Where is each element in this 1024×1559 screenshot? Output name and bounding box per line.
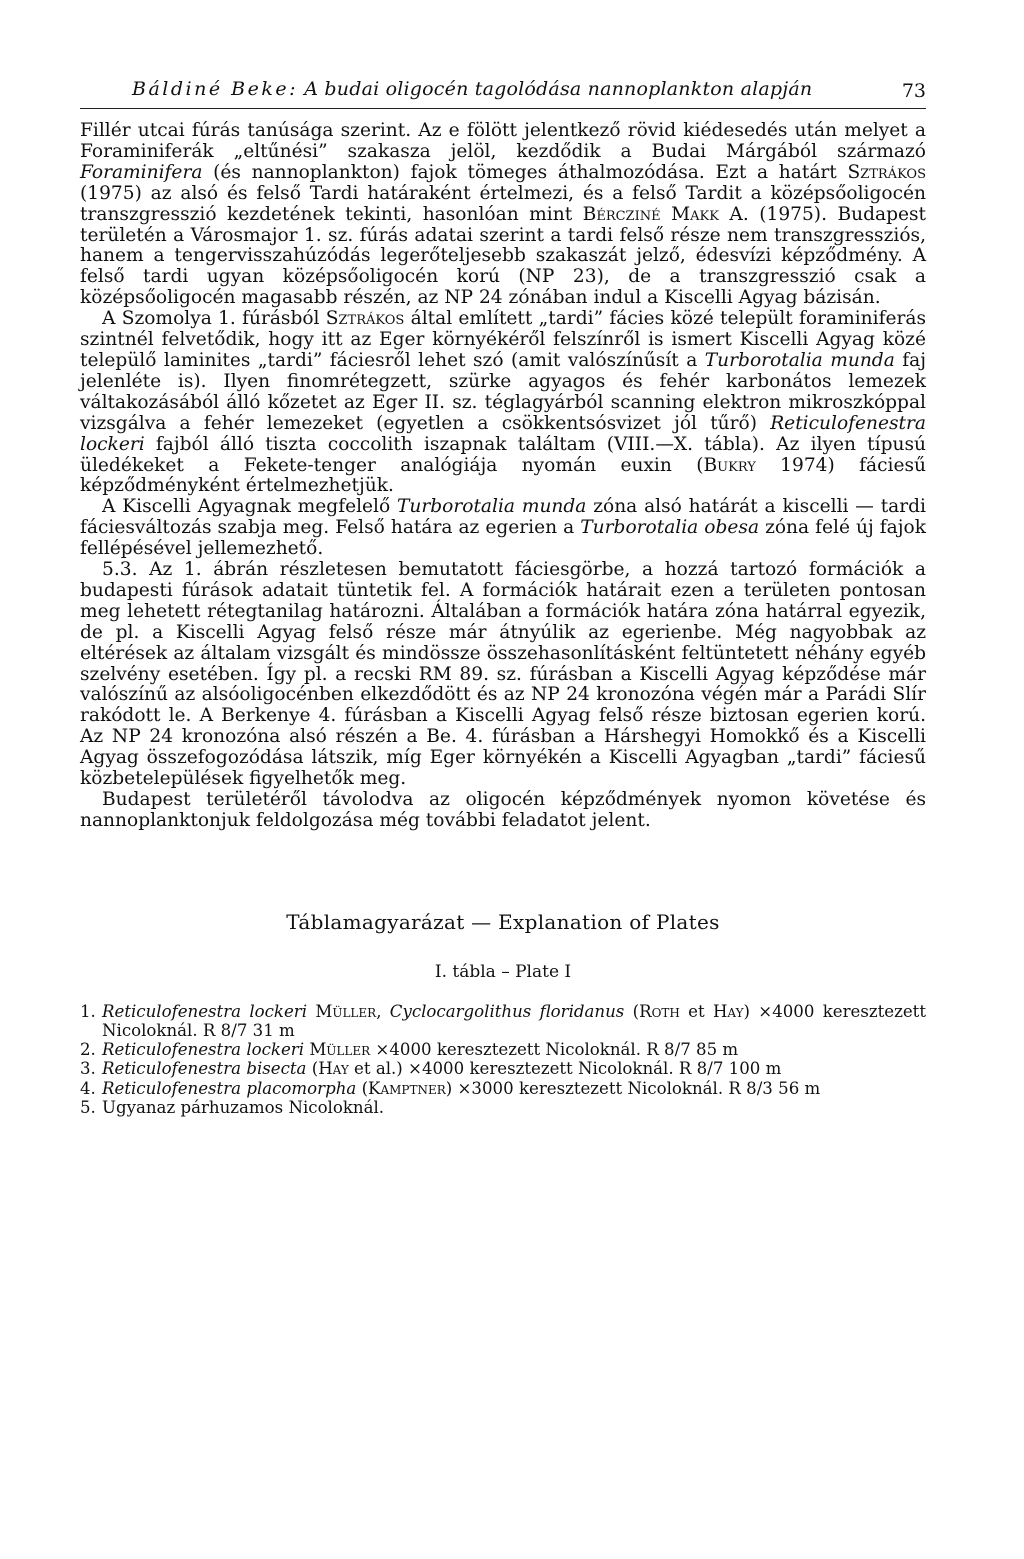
author-name: Müller [315,1001,377,1021]
page [80,72,926,1117]
paragraph-3 [80,497,926,560]
section-title: Táblamagyarázat — Explanation of Plates [286,909,720,934]
taxon-name: Reticulofenestra lockeri [80,412,926,455]
text-run: ×4000 keresztezett Nicoloknál. R 8/7 85 m [370,1040,739,1060]
taxon-name: Cyclocargolithus floridanus [389,1001,625,1021]
text-run: A Szomolya 1. fúrásból [102,308,326,330]
text-run: zóna alsó határát a kiscelli — tardi fáciesváltozás szabja meg. Felső határa az egerien a [80,496,926,539]
taxon-name: Turborotalia munda [704,349,895,371]
author-name: Hay [712,1001,744,1021]
page-number: 73 [901,80,926,102]
taxon-name: Turborotalia obesa [580,517,760,539]
taxon-name: Turborotalia munda [397,496,587,518]
paragraph-2 [80,309,926,497]
text-run: zóna felé új fajok fellépésével jellemezhető. [80,517,926,560]
author-name: Sztrákos [325,308,405,330]
text-run: et al.) ×4000 keresztezett Nicoloknál. R 8/7 100 m [348,1059,782,1079]
author-name: Sztrákos [847,161,926,183]
running-head [80,72,926,109]
text-run: ( [356,1078,369,1098]
caption-number: 3. [80,1059,96,1079]
taxon-name: Reticulofenestra placomorpha [102,1078,357,1098]
text-run: ( [624,1001,640,1021]
text-run: ) ×3000 keresztezett Nicoloknál. R 8/3 56 m [445,1078,821,1098]
running-head-title [132,78,812,100]
author-name: Hay [318,1059,349,1079]
text-run: faj jelenléte is). Ilyen finomrétegzett, szürke agyagos és fehér karbonátos lemezek váltakozásából álló kőzetet az Eger II. sz. téglagyárból scanning elektron mikroszkóppal vizsgálva a fehér lemezeket (egyetlen a csökkentsósvizet jól tűrő) [80,349,926,434]
taxon-name: Reticulofenestra lockeri [102,1001,308,1021]
taxon-name: Reticulofenestra lockeri [102,1040,305,1060]
author-name: Bukry [703,454,756,476]
caption-text [102,1059,926,1078]
text-run: (1975) az alsó és felső Tardi határaként értelmezi, és a felső Tardit a középsőoligocén transzgresszió kezdetének tekinti, hasonlóan mint [80,182,926,225]
text-run: fajból álló tiszta coccolith iszapnak találtam (VIII.—X. tábla). Az ilyen típusú üledékeket a Fekete-tenger analógiája nyomán euxin ( [80,433,926,476]
text-run: ( [306,1059,319,1079]
plate-title: I. tábla – Plate I [434,961,572,982]
taxon-name: Foraminifera [80,161,203,183]
paragraph-1 [80,121,926,309]
author-name: Kamptner [368,1078,446,1098]
caption-text [102,1079,926,1098]
caption-item [80,1059,926,1078]
text-run: (és nannoplankton) fajok tömeges áthalmozódása. Ezt a határt [202,161,848,183]
author-name: Roth [639,1001,680,1021]
caption-item [80,1002,926,1040]
caption-text [102,1002,926,1040]
caption-number: 4. [80,1078,96,1098]
paragraph-4: 5.3. Az 1. ábrán részletesen bemutatott fáciesgörbe, a hozzá tartozó formációk a budapesti fúrások adatait tüntetik fel. A formációk határait ezen a területen pontosan meg lehetett rétegtanilag határozni. Általában a formációk határa zóna határral egyezik, de pl. a Kiscelli Agyag felső része már átnyúlik az egerienbe. Még nagyobbak az eltérések az általam vizsgált és mindössze összehasonlításként feltüntetett néhány egyéb szelvény esetében. Így pl. a recski RM 89. sz. fúrásban a Kiscelli Agyag képződése már valószínű az alsóoligocénben elkezdődött és az NP 24 kronozóna végén már a Parádi Slír rakódott le. A Berkenye 4. fúrásban a Kiscelli Agyag felső része biztosan egerien korú. Az NP 24 kronozóna alsó részén a Be. 4. fúrásban a Hárshegyi Homokkő és a Kiscelli Agyag összefogozódása látszik, míg Eger környékén a Kiscelli Agyagban „tardi” fáciesű közbetelepülések figyelhetők meg. [80,559,926,790]
caption-item [80,1079,926,1098]
author-name: Müller [309,1040,371,1060]
body-text [80,121,926,832]
text-run: ) ×4000 keresztezett Nicoloknál. R 8/7 31 m [102,1001,926,1041]
running-head-text: A budai oligocén tagolódása nannoplankton alapján [304,78,813,100]
text-run: 1974) fáciesű képződményként értelmezhetjük. [80,454,926,497]
caption-number: 5. [80,1097,96,1117]
paragraph-5: Budapest területéről távolodva az oligocén képződmények nyomon követése és nannoplanktonjuk feldolgozása még további feladatot jelent. [80,789,926,831]
text-run: Fillér utcai fúrás tanúsága szerint. Az e fölött jelentkező rövid kiédesedés után melyet a Foraminiferák „eltűnési” szakasza jelöl, kezdődik a Budai Márgából származó [80,120,926,162]
caption-item [80,1098,926,1117]
text-run: et [679,1001,713,1021]
text-run: , [376,1001,390,1021]
running-head-author: Báldiné Beke: [132,78,298,100]
caption-number: 1. [80,1001,96,1021]
plate-captions [80,1002,926,1117]
caption-text [102,1040,926,1059]
taxon-name: Reticulofenestra bisecta [102,1059,307,1079]
text-run: A. (1975). Budapest területén a Városmajor 1. sz. fúrás adatai szerint a tardi felső része nem transzgressziós, hanem a tengervisszahúzódás legerőteljesebb szakaszát jelző, édesvízi képződmény. A felső tardi ugyan középsőoligocén korú (NP 23), de a transzgresszió csak a középsőoligocén magasabb részén, az NP 24 zónában indul a Kiscelli Agyag bázisán. [80,203,927,309]
caption-item [80,1040,926,1059]
caption-text: Ugyanaz párhuzamos Nicoloknál. [102,1097,385,1117]
text-run: által említett „tardi” fácies közé települt foraminiferás szintnél felvetődik, hogy itt az Eger környékéről felszínről is ismert Kiscelli Agyag közé települő laminites „tardi” fáciesről lehet szó (amit valószínűsít a [80,308,926,371]
caption-number: 2. [80,1040,96,1060]
author-name: Bércziné Makk [582,203,719,225]
text-run: A Kiscelli Agyagnak megfelelő [102,496,398,518]
